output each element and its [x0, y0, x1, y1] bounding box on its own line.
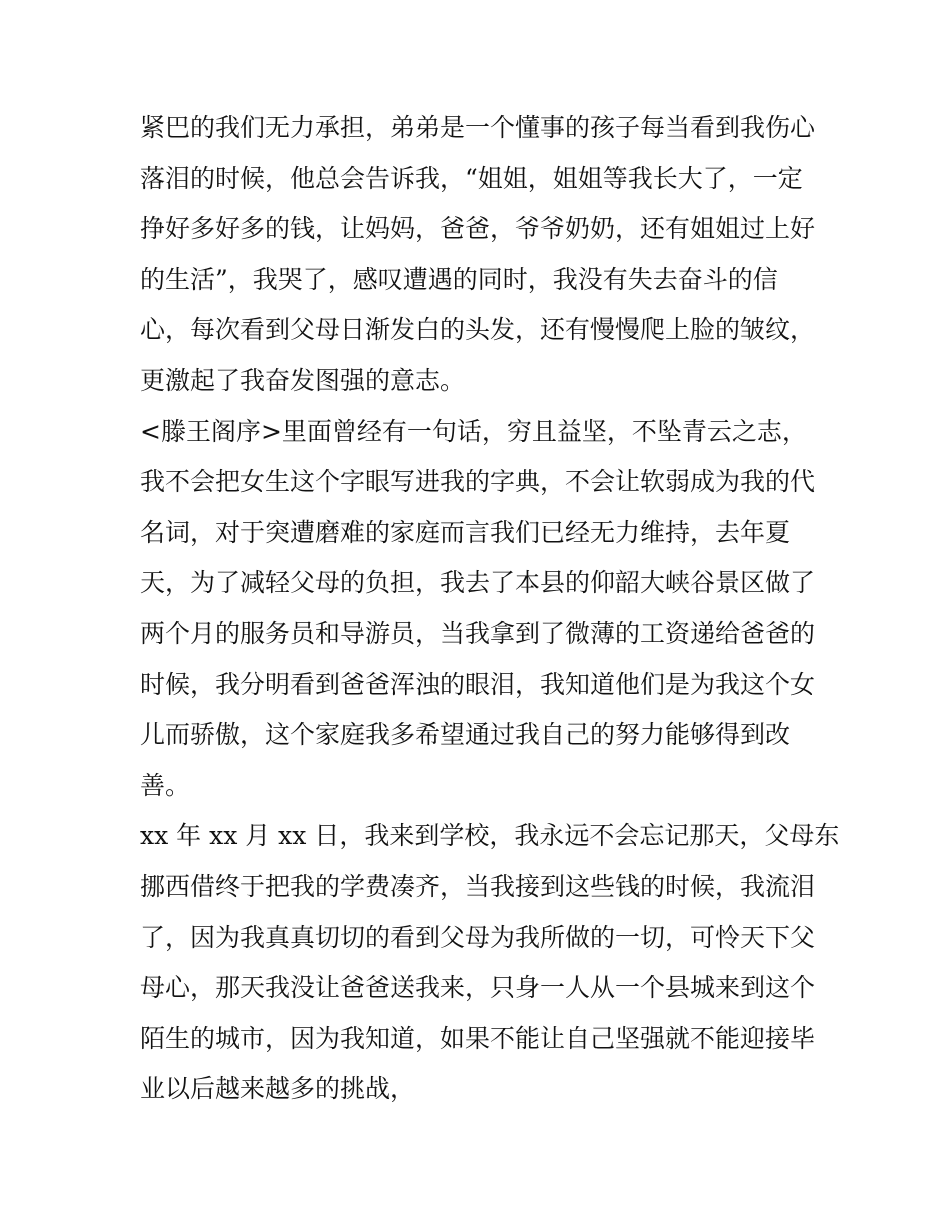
text-line: xx 年 xx 月 xx 日，我来到学校，我永远不会忘记那天，父母东	[140, 821, 840, 851]
text-line: 时候，我分明看到爸爸浑浊的眼泪，我知道他们是为我这个女	[140, 669, 816, 699]
text-line: 陌生的城市，因为我知道，如果不能让自己坚强就不能迎接毕	[140, 1023, 816, 1053]
text-line: 挣好多好多的钱，让妈妈，爸爸，爷爷奶奶，还有姐姐过上好	[140, 214, 816, 244]
text-line: 的生活”，我哭了，感叹遭遇的同时，我没有失去奋斗的信	[140, 264, 778, 294]
text-line: 天，为了减轻父母的负担，我去了本县的仰韶大峡谷景区做了	[140, 568, 816, 598]
body-text	[140, 103, 840, 1115]
text-line: 母心，那天我没让爸爸送我来，只身一人从一个县城来到这个	[140, 973, 816, 1003]
text-line: 名词，对于突遭磨难的家庭而言我们已经无力维持，去年夏	[140, 517, 791, 547]
text-line: 业以后越来越多的挑战，	[140, 1074, 416, 1104]
text-line: 儿而骄傲，这个家庭我多希望通过我自己的努力能够得到改	[140, 720, 791, 750]
text-line: 紧巴的我们无力承担，弟弟是一个懂事的孩子每当看到我伤心	[140, 113, 816, 142]
text-line: 落泪的时候，他总会告诉我，“姐姐，姐姐等我长大了，一定	[140, 163, 803, 193]
text-line: 心，每次看到父母日渐发白的头发，还有慢慢爬上脸的皱纹，	[140, 315, 816, 345]
text-line: 了，因为我真真切切的看到父母为我所做的一切，可怜天下父	[140, 922, 816, 952]
text-line: 更激起了我奋发图强的意志。	[140, 365, 466, 395]
text-line: 挪西借终于把我的学费凑齐，当我接到这些钱的时候，我流泪	[140, 871, 816, 901]
text-line: 善。	[140, 770, 191, 800]
text-line: <滕王阁序>里面曾经有一句话，穷且益坚，不坠青云之志，	[140, 416, 807, 446]
text-line: 我不会把女生这个字眼写进我的字典，不会让软弱成为我的代	[140, 467, 816, 497]
text-line: 两个月的服务员和导游员，当我拿到了微薄的工资递给爸爸的	[140, 618, 816, 648]
